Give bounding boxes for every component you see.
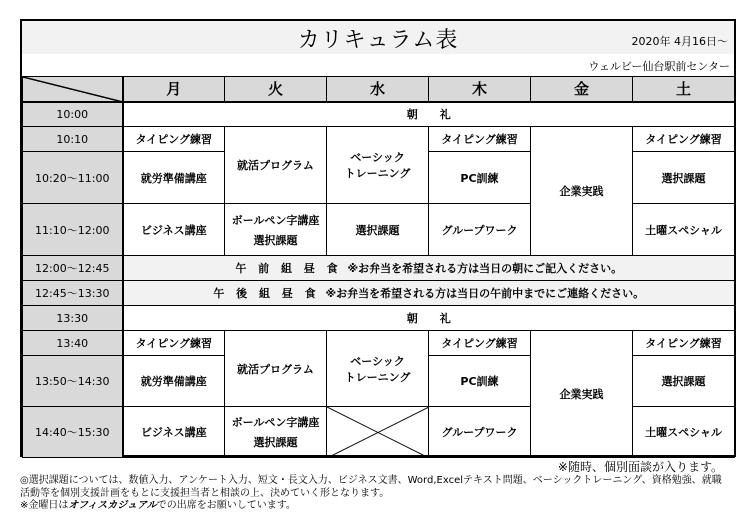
cell-thu: グループワーク (429, 407, 531, 458)
note-line-3-prefix: ※金曜日は (20, 500, 69, 511)
cell-mon: ビジネス講座 (123, 407, 225, 458)
cell-tue (225, 407, 327, 458)
cell-wed (327, 127, 429, 204)
note-line-2: 活動等を個別支援計画をもとに支援担当者と相談の上、決めていく形となります。 (20, 487, 390, 499)
time-cell: 13:40 (23, 331, 123, 356)
table-row (23, 127, 735, 152)
cell-wed-empty (327, 407, 429, 458)
cell-wed-line1: ベーシック (350, 354, 405, 368)
time-cell: 10:10 (23, 127, 123, 152)
day-mon: 月 (123, 77, 225, 102)
cell-sat: タイピング練習 (633, 331, 735, 356)
cell-sat: タイピング練習 (633, 127, 735, 152)
cell-tue-line1: ボールペン字講座 (231, 213, 320, 227)
cell-sat: 選択課題 (633, 152, 735, 204)
day-sat: 土 (633, 77, 735, 102)
cell-thu: PC訓練 (429, 356, 531, 407)
day-tue: 火 (225, 77, 327, 102)
am-lunch (123, 256, 735, 281)
cell-tue-line2: 選択課題 (253, 233, 298, 247)
cell-fri: 企業実践 (531, 331, 633, 458)
note-line-3-suffix: での出席をお願いしています。 (156, 500, 296, 511)
day-header-row (23, 77, 735, 102)
start-date: 2020年 4月16日～ (631, 35, 728, 48)
pm-lunch (123, 281, 735, 306)
cell-tue (225, 204, 327, 256)
time-cell: 11:10～12:00 (23, 204, 123, 256)
time-cell: 14:40～15:30 (23, 407, 123, 458)
cell-wed (327, 331, 429, 407)
lunch-note: ※お弁当を希望される方は当日の朝にご記入ください。 (347, 262, 623, 275)
note-line-3-bold: オフィスカジュアル (68, 500, 157, 511)
cell-thu: タイピング練習 (429, 331, 531, 356)
day-thu: 木 (429, 77, 531, 102)
time-cell: 10:00 (23, 102, 123, 127)
afternoon-assembly: 朝 礼 (123, 306, 735, 331)
time-cell: 12:00～12:45 (23, 256, 123, 281)
cell-mon: タイピング練習 (123, 127, 225, 152)
time-cell: 10:20～11:00 (23, 152, 123, 204)
page-title: カリキュラム表 (297, 28, 459, 53)
corner-cell (23, 77, 123, 102)
schedule-table (22, 76, 735, 458)
lunch-label: 午 後 組 昼 食 (213, 287, 316, 300)
cell-mon: 就労準備講座 (123, 356, 225, 407)
diagonal-line-icon (23, 77, 123, 102)
cell-thu: PC訓練 (429, 152, 531, 204)
cross-out-icon (327, 407, 429, 458)
day-wed: 水 (327, 77, 429, 102)
center-name: ウェルビー仙台駅前センター (588, 60, 730, 73)
cell-wed-line2: トレーニング (344, 370, 411, 384)
cell-wed-line2: トレーニング (344, 167, 411, 180)
time-cell: 13:30 (23, 306, 123, 331)
lunch-note: ※お弁当を希望される方は当日の午前中までにご連絡ください。 (325, 287, 645, 300)
cell-wed-line1: ベーシック (350, 151, 405, 164)
morning-assembly: 朝 礼 (123, 102, 735, 127)
table-row (23, 331, 735, 356)
table-row (23, 281, 735, 306)
cell-tue-line2: 選択課題 (253, 436, 298, 449)
cell-thu: タイピング練習 (429, 127, 531, 152)
curriculum-sheet (20, 19, 736, 457)
cell-fri: 企業実践 (531, 127, 633, 256)
cell-mon: ビジネス講座 (123, 204, 225, 256)
note-line-3 (20, 500, 740, 513)
cell-sat: 土曜スペシャル (633, 407, 735, 458)
cell-sat: 土曜スペシャル (633, 204, 735, 256)
cell-wed: 選択課題 (327, 204, 429, 256)
time-cell: 12:45～13:30 (23, 281, 123, 306)
interview-note: ※随時、個別面談が入ります。 (557, 460, 723, 474)
note-line-1: ◎選択課題については、数値入力、アンケート入力、短文・長文入力、ビジネス文書、Word,Excelテキスト問題、ベーシックトレーニング、資格勉強、就職 (20, 475, 722, 486)
cell-sat: 選択課題 (633, 356, 735, 407)
day-fri: 金 (531, 77, 633, 102)
table-row (23, 256, 735, 281)
table-row (23, 306, 735, 331)
table-row (23, 102, 735, 127)
time-cell: 13:50～14:30 (23, 356, 123, 407)
cell-mon: 就労準備講座 (123, 152, 225, 204)
footer-notes (20, 475, 740, 513)
cell-tue: 就活プログラム (225, 331, 327, 407)
cell-tue: 就活プログラム (225, 127, 327, 204)
cell-thu: グループワーク (429, 204, 531, 256)
cell-tue-line1: ボールペン字講座 (231, 416, 320, 429)
cell-mon: タイピング練習 (123, 331, 225, 356)
lunch-label: 午 前 組 昼 食 (235, 262, 338, 275)
